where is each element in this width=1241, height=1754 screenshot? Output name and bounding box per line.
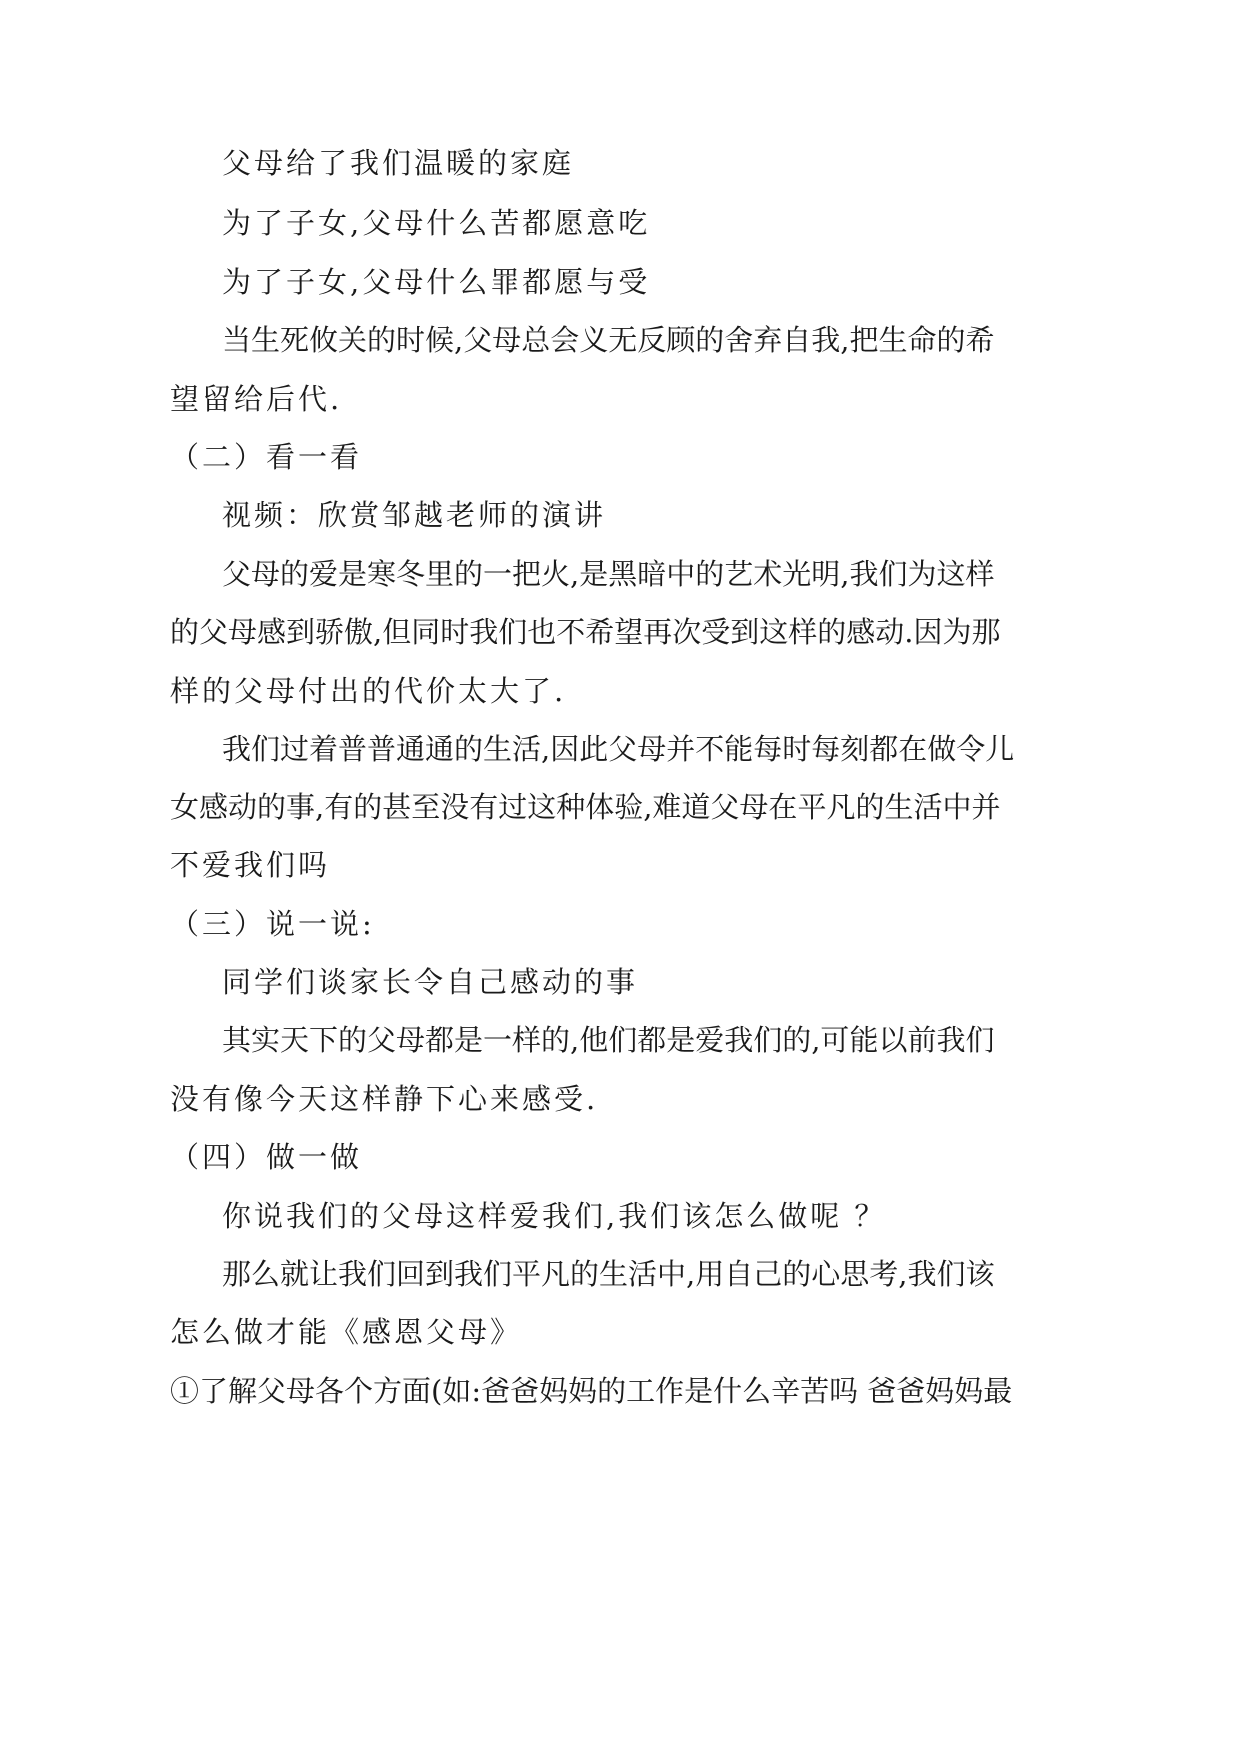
text-line: 女感动的事,有的甚至没有过这种体验,难道父母在平凡的生活中并 <box>170 790 1001 824</box>
text-line: 样的父母付出的代价太大了. <box>170 674 567 708</box>
text-line: 你说我们的父母这样爱我们,我们该怎么做呢 ？ <box>222 1199 887 1233</box>
text-line: 当生死攸关的时候,父母总会义无反顾的舍弃自我,把生命的希 <box>222 323 995 357</box>
text-line: 为了子女,父母什么苦都愿意吃 <box>222 206 651 240</box>
text-line: 视频：欣赏邹越老师的演讲 <box>222 498 607 532</box>
text-line: 那么就让我们回到我们平凡的生活中,用自己的心思考,我们该 <box>222 1257 995 1291</box>
text-line: 其实天下的父母都是一样的,他们都是爱我们的,可能以前我们 <box>222 1023 995 1057</box>
text-line: 为了子女,父母什么罪都愿与受 <box>222 265 651 299</box>
section-heading: （二）看一看 <box>170 440 363 474</box>
text-line: 怎么做才能《感恩父母》 <box>170 1315 523 1349</box>
text-line: 我们过着普普通通的生活,因此父母并不能每时每刻都在做令儿 <box>222 732 1015 766</box>
text-line: ①了解父母各个方面(如:爸爸妈妈的工作是什么辛苦吗 爸爸妈妈最 <box>170 1374 1013 1408</box>
text-line: 望留给后代. <box>170 382 343 416</box>
text-line: 没有像今天这样静下心来感受. <box>170 1082 599 1116</box>
text-line: 不爱我们吗 <box>170 848 331 882</box>
text-line: 父母给了我们温暖的家庭 <box>222 146 575 180</box>
section-heading: （四）做一做 <box>170 1140 363 1174</box>
section-heading: （三）说一说: <box>170 907 375 941</box>
text-line: 的父母感到骄傲,但同时我们也不希望再次受到这样的感动.因为那 <box>170 615 1001 649</box>
text-line: 同学们谈家长令自己感动的事 <box>222 965 639 999</box>
text-line: 父母的爱是寒冬里的一把火,是黑暗中的艺术光明,我们为这样 <box>222 557 995 591</box>
